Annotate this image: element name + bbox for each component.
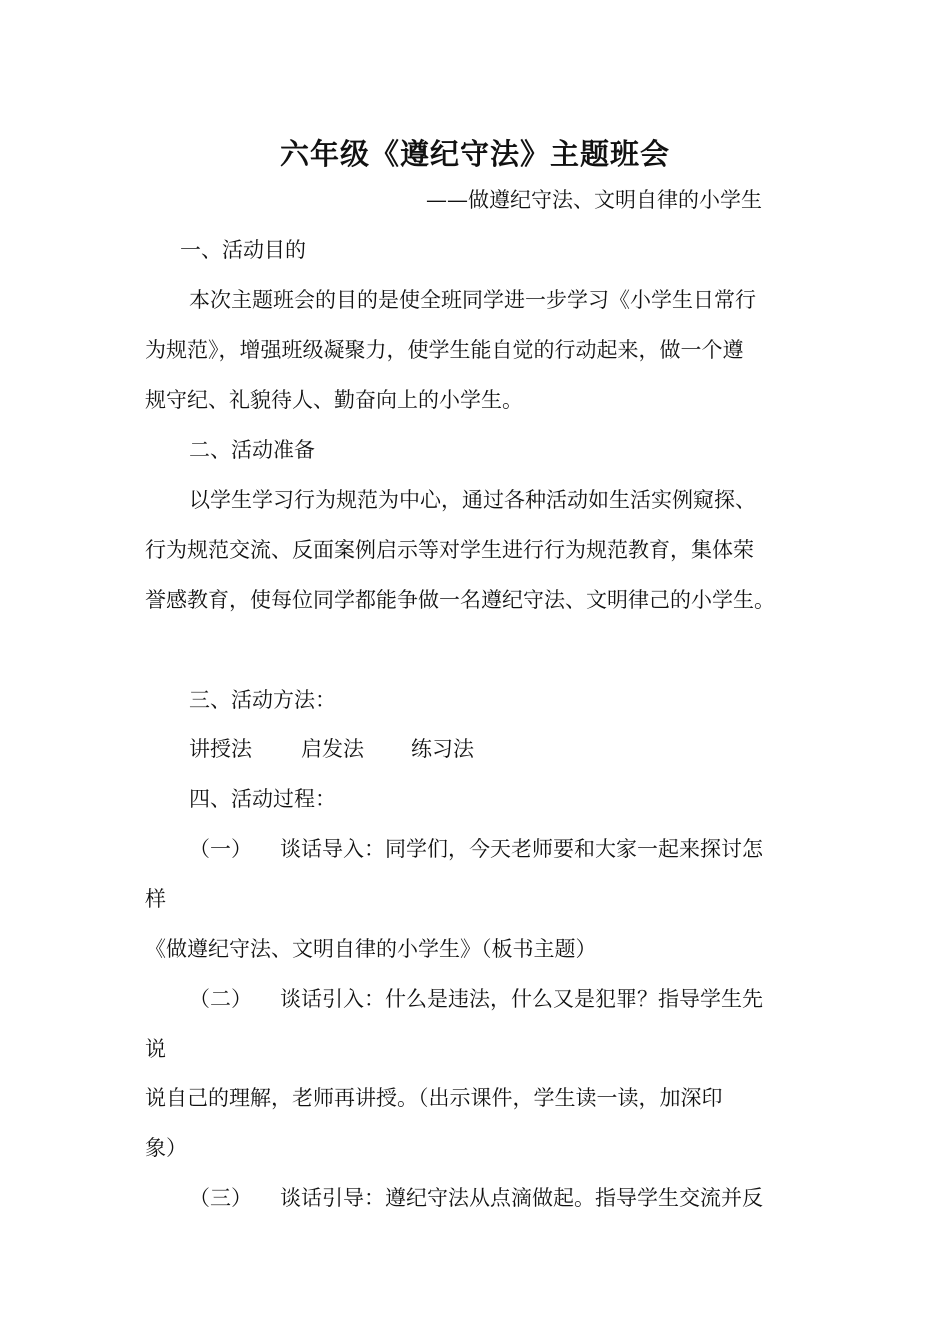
method-item: 启发法	[301, 737, 364, 761]
step-label-2: （二）	[189, 987, 252, 1011]
section-heading-3: 三、活动方法：	[189, 688, 336, 712]
document-title: 六年级《遵纪守法》主题班会	[279, 137, 670, 171]
paragraph-line: 为规范》，增强班级凝聚力，使学生能自觉的行动起来，做一个遵	[145, 338, 744, 362]
step-line: 谈话导入：同学们，今天老师要和大家一起来探讨怎	[280, 837, 763, 861]
paragraph-line: 誉感教育，使每位同学都能争做一名遵纪守法、文明律己的小学生。	[145, 588, 775, 612]
step-line: 《做遵纪守法、文明自律的小学生》（板书主题）	[145, 937, 597, 961]
step-line: 象）	[145, 1136, 187, 1160]
step-line: 说自己的理解，老师再讲授。（出示课件，学生读一读，加深印	[145, 1086, 723, 1110]
method-item: 讲授法	[189, 737, 252, 761]
document-subtitle: ——做遵纪守法、文明自律的小学生	[426, 188, 762, 212]
step-line: 谈话引入：什么是违法，什么又是犯罪？指导学生先	[280, 987, 763, 1011]
step-label-1: （一）	[189, 837, 252, 861]
paragraph-line: 行为规范交流、反面案例启示等对学生进行行为规范教育，集体荣	[145, 538, 754, 562]
section-heading-1: 一、活动目的	[180, 238, 306, 262]
step-line: 说	[145, 1037, 166, 1061]
paragraph-line: 规守纪、礼貌待人、勤奋向上的小学生。	[145, 388, 523, 412]
section-heading-2: 二、活动准备	[189, 438, 315, 462]
paragraph-line: 本次主题班会的目的是使全班同学进一步学习《小学生日常行	[189, 288, 756, 312]
step-line: 谈话引导：遵纪守法从点滴做起。指导学生交流并反	[280, 1186, 763, 1210]
paragraph-line: 以学生学习行为规范为中心，通过各种活动如生活实例窥探、	[189, 488, 756, 512]
step-line: 样	[145, 887, 166, 911]
method-item: 练习法	[411, 737, 474, 761]
step-label-3: （三）	[189, 1186, 252, 1210]
section-heading-4: 四、活动过程：	[189, 787, 336, 811]
